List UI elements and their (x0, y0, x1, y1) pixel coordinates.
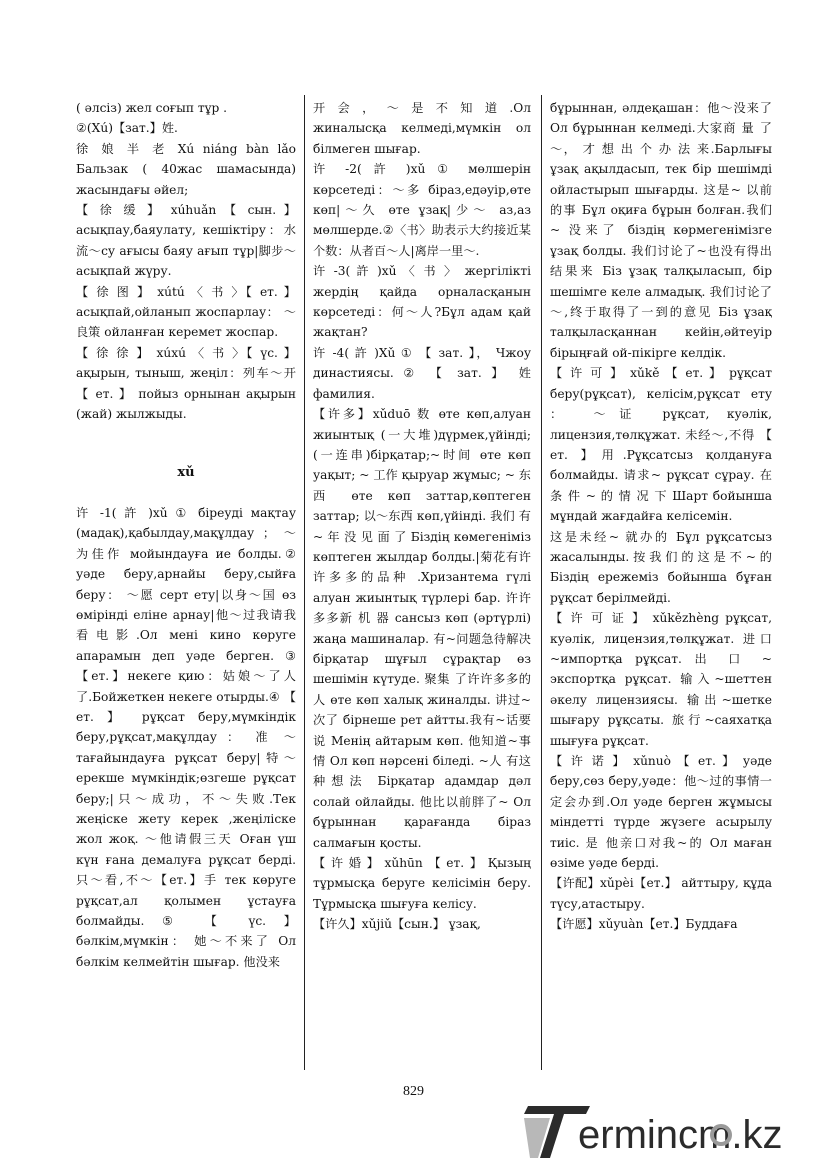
paragraph: 【 徐 图 】 xútú 〈 书 〉【 ет. 】 асықпай,ойланып жоспарлау： ～良策 ойланған керемет жоспар. (76, 284, 296, 340)
logo-text-part3: m.kz (698, 1113, 783, 1157)
paragraph: 【 许 可 】 xǔkě 【 ет. 】 рұқсат беру(рұқсат), келісім,рұқсат ету ： ～证 рұқсат, куәлік, лицензия,төлқұжат. 未经～,不得 【 ет. 】用.Рұқсатсыз қолдануға болмайды. 请求~ рұқсат сұрау. 在 条 件 ~ 的 情 况 下 Шарт бойынша мұндай жағдайға келісемін. (550, 366, 772, 524)
paragraph: ②(Xú)【зат.】姓. (76, 121, 178, 136)
paragraph: 【 许 诺 】 xǔnuò 【 ет. 】 уәде беру,сөз беру,уәде：他～过的事情一定会办到.Ол уәде берген жұмысы міндетті түрде жүзеге асырылу тиіс. 是 他亲口对我~的 Ол маған өзіме уәде берді. (550, 754, 772, 871)
paragraph: 【 徐 缓 】 xúhuǎn 【 сын. 】 асықпау,баяулату, кешіктіру：水流～су ағысы баяу ағып тұр|脚步～асықпай жүру. (76, 203, 296, 279)
termincom-logo (520, 1100, 820, 1162)
paragraph: 【许配】xǔpèi【ет.】 айттыру, құда түсу,атастыру. (550, 876, 772, 911)
paragraph: 许 -4( 許 )Xǔ ① 【 зат. 】， Чжоу династиясы. ② 【 зат. 】 姓 фамилия. (313, 345, 531, 401)
paragraph: 许 -2( 許 )xǔ ① мөлшерін көрсетеді：～多 біраз,едәуір,өте көп|～久 өте ұзақ|少～ аз,аз мөлшерде.②〈书〉助表示大约接近某个数：从者百～人|离岸一里～. (313, 162, 531, 258)
paragraph: 许 -1( 許 )xǔ ① біреуді мақтау (мадақ),қабылдау,мақұлдау ； ～为佳作 мойындауға ие болды.② уәде беру,арнайы беру,сыйға беру： ～愿 серт ету|以身～国 өз өмірінді еліне арнау|他～过我请我看电影.Ол мені кино көруге апарамын деп уәде берген. ③【ет.】некеге қию：姑娘～了人了.Бойжеткен некеге отырды.④ 【 ет. 】 рұқсат беру,мүмкіндік беру,рұқсат,мақұлдау ： 准 ～ тағайындауға рұқсат беру|特～ ерекше мүмкіндік;өзгеше рұқсат беру;|只～成功，不～失败.Тек жеңіске жету керек ,жеңіліске жол жоқ. ～他请假三天 Оған үш күн ғана демалуға рұқсат берді. 只～看,不～【ет.】手 тек көруге рұқсат,ал қолымен ұстауға болмайды. ⑤ 【 үс. 】 бәлкім,мүмкін： 她～不来了 Ол бәлкім келмейтін шығар. 他没来 (76, 505, 296, 969)
paragraph: 这是未经~ 就办的 Бұл рұқсатсыз жасалынды.按我们的这是不~的 Біздің ережеміз бойынша бұған рұқсат берілмейді. (550, 529, 772, 605)
paragraph: 开 会 ， ～ 是 不 知 道 .Ол жиналысқа келмеді,мүмкін ол білмеген шығар. (313, 101, 531, 156)
column-divider (304, 95, 305, 1070)
paragraph: 【许愿】xǔyuàn【ет.】Буддаға (550, 917, 738, 932)
paragraph: 【许婚】xǔhūn【ет.】Қызың тұрмысқа беруге келісімін беру. Тұрмысқа шығуға келісу. (313, 856, 531, 911)
paragraph: ( әлсіз) жел соғып тұр . (76, 101, 228, 115)
paragraph: 许 -3( 許 )xǔ 〈 书 〉 жергілікті жердің қайда орналасқанын көрсетеді：何～人?Бұл адам қай жақтан? (313, 264, 531, 340)
logo-text-part1: ermin (578, 1113, 679, 1157)
logo-text-part2: c (678, 1113, 699, 1157)
logo-text (578, 1113, 782, 1157)
page-number: 829 (403, 1084, 424, 1099)
paragraph: бұрыннан, әлдеқашан：他～没来了 Ол бұрыннан келмеді.大家商 量 了～， 才 想 出 个 办 法 来.Барлығы ұзақ ақылдасып, тек бір шешімді ойластырып шығарды. 这是~ 以前 的事 Бұл оқиға бұрын болған.我们~ 没来了 біздің көрмегенімізге ұзақ болды. 我们讨论了~也没有得出结果来 Біз ұзақ талқыласып, бір шешімге келе алмадық. 我们讨论了～,终于取得了一到的意见 Біз ұзақ талқыласқаннан кейін,әйтеуір бірыңғай ой-пікірге келдік. (550, 101, 772, 360)
paragraph: 【许久】xǔjiǔ【сын.】 ұзақ, (313, 917, 481, 932)
paragraph: 徐 娘 半 老 Xú niáng bàn lǎo Бальзак ( 40жас шамасында) жасындағы әйел; (76, 141, 296, 197)
column-divider (541, 95, 542, 1070)
paragraph: 【许多】xǔduō 数 өте көп,алуан жиынтық (一大堆)дүрмек,үйінді; (一连串)бірқатар;~时间 өте көп уақыт; ~ 工作 қыруар жұмыс; ~ 东 西 өте көп заттар,көптеген заттар; 以～东西 көп,үйінді. 我们 有 ~ 年 没 见 面 了 Біздің көмегеніміз көптеген жылдар болды.|菊花有许许多多的品种 .Хризантема гүлі алуан жиынтық түрлері бар. 许许多多新 机 器 сансыз көп (әртүрлі) жаңа машиналар. 有~问题急待解决 бірқатар шұғыл сұрақтар өз шешімін күтуде. 聚集 了许许多多的人 өте көп халық жиналды. 讲过~次了 бірнеше рет айтты.我有~话要说 Менің айтарым көп. 他知道~事情 Ол көп нәрсені біледі. ~人 有这种想法 Бірқатар адамдар дәл солай ойлайды. 他比以前胖了~ Ол бұрыннан қарағанда біраз салмағын қосты. (313, 407, 531, 850)
column-1 (76, 98, 296, 1073)
column-3 (550, 98, 772, 1073)
section-heading: xǔ (177, 464, 195, 480)
paragraph: 【 许 可 证 】 xǔkězhèng рұқсат, куәлік, лицензия,төлқұжат. 进口~импортқа рұқсат. 出 口 ~ экспортқа рұқсат. 输入~шеттен әкелу лицензиясы. 输出~шетке шығару рұқсаты. 旅行~саяхатқа шығуға рұқсат. (550, 611, 772, 748)
column-2 (313, 98, 531, 1073)
paragraph: 【 徐 徐 】 xúxú 〈 书 〉【 үс. 】 ақырын, тыныш, жеңіл：列车～开 【 ет. 】 пойыз орнынан ақырын (жай) жылжыды. (76, 345, 296, 422)
